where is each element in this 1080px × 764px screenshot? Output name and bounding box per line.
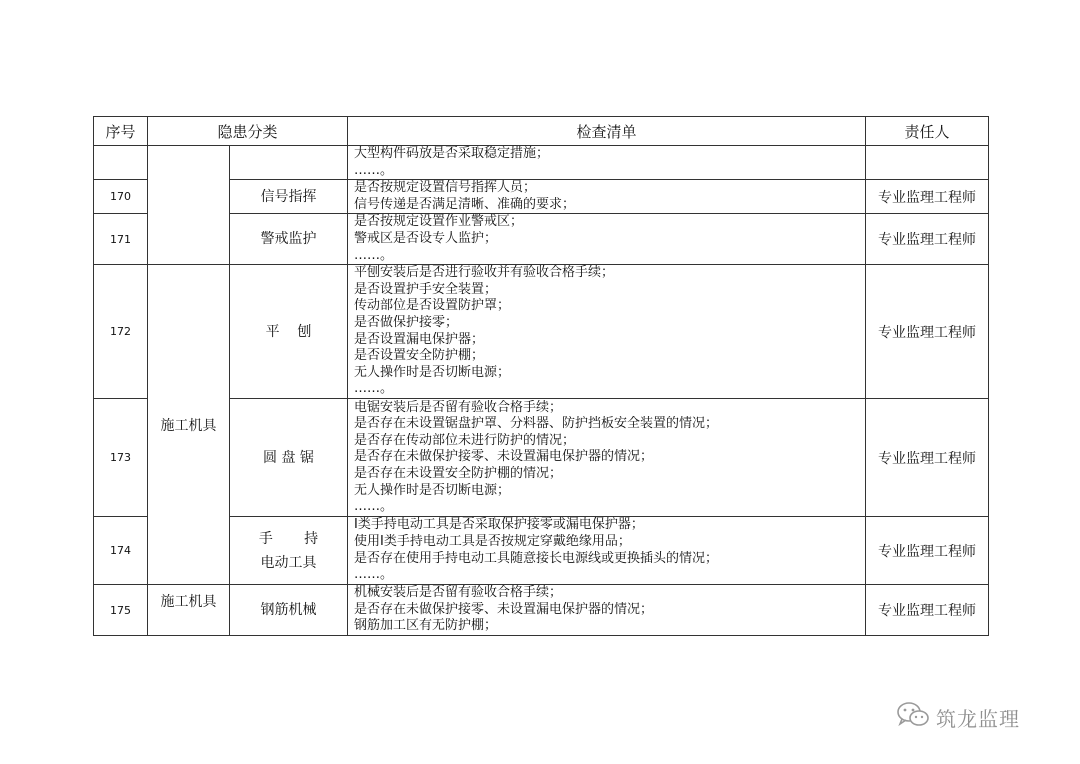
checklist-line: ……。 (354, 381, 394, 397)
watermark (896, 702, 1020, 732)
checklist-line: ……。 (354, 499, 394, 515)
checklist-sheet (93, 116, 988, 636)
header-num: 序号 (94, 117, 148, 146)
checklist-line: 是否按规定设置作业警戒区； (354, 214, 524, 230)
checklist-line: 无人操作时是否切断电源； (354, 364, 511, 380)
row-num: 175 (94, 585, 148, 636)
row-responsible: 专业监理工程师 (866, 517, 989, 585)
checklist-line: 是否设置漏电保护器； (354, 331, 485, 347)
row-subcategory (230, 399, 348, 517)
category-cell-merged: 施工机具 (148, 265, 230, 585)
row-checklist (348, 585, 866, 636)
row-checklist (348, 517, 866, 585)
header-category: 隐患分类 (148, 117, 348, 146)
table-row (94, 265, 989, 399)
subcategory-text: 圆 盘 锯 (263, 449, 314, 466)
checklist-line: 是否做保护接零； (354, 315, 459, 331)
row-responsible: 专业监理工程师 (866, 585, 989, 636)
row-subcategory (230, 265, 348, 399)
checklist-line: ……。 (354, 162, 394, 178)
table-row (94, 585, 989, 636)
header-responsible: 责任人 (866, 117, 989, 146)
checklist-line: ……。 (354, 247, 394, 263)
checklist-line: 使用Ⅰ类手持电动工具是否按规定穿戴绝缘用品； (354, 534, 631, 550)
subcategory-text: 平 刨 (265, 323, 312, 340)
table-row (94, 146, 989, 180)
checklist-line: ……。 (354, 567, 394, 583)
checklist-line: 是否存在未设置安全防护棚的情况； (354, 465, 563, 481)
row-checklist (348, 214, 866, 265)
row-checklist (348, 399, 866, 517)
header-row (94, 117, 989, 146)
checklist-line: 电锯安装后是否留有验收合格手续； (354, 399, 563, 415)
row-subcategory (230, 146, 348, 180)
checklist-line: 是否存在未做保护接零、未设置漏电保护器的情况； (354, 449, 654, 465)
checklist-line: 信号传递是否满足清晰、准确的要求； (354, 196, 576, 212)
checklist-line: 是否按规定设置信号指挥人员； (354, 180, 537, 196)
row-num (94, 146, 148, 180)
checklist-line: 钢筋加工区有无防护棚； (354, 618, 498, 634)
category-cell-empty (148, 146, 230, 265)
checklist-line: 平刨安装后是否进行验收并有验收合格手续； (354, 265, 615, 281)
checklist-line: Ⅰ类手持电动工具是否采取保护接零或漏电保护器； (354, 517, 644, 533)
row-responsible: 专业监理工程师 (866, 180, 989, 214)
row-checklist (348, 180, 866, 214)
watermark-text: 筑龙监理 (936, 706, 1020, 731)
checklist-line: 是否设置安全防护棚； (354, 348, 485, 364)
row-checklist (348, 265, 866, 399)
checklist-line: 是否存在未做保护接零、未设置漏电保护器的情况； (354, 601, 654, 617)
row-num: 174 (94, 517, 148, 585)
row-responsible: 专业监理工程师 (866, 399, 989, 517)
row-num: 173 (94, 399, 148, 517)
subcategory-line: 手 持 (258, 530, 319, 547)
row-subcategory: 钢筋机械 (230, 585, 348, 636)
row-subcategory (230, 517, 348, 585)
checklist-line: 是否设置护手安全装置； (354, 281, 498, 297)
checklist-line: 警戒区是否设专人监护； (354, 230, 498, 246)
wechat-icon (896, 701, 930, 733)
header-checklist: 检查清单 (348, 117, 866, 146)
row-subcategory: 信号指挥 (230, 180, 348, 214)
hazard-checklist-table (93, 116, 989, 636)
row-responsible: 专业监理工程师 (866, 265, 989, 399)
row-checklist (348, 146, 866, 180)
checklist-line: 是否存在传动部位未进行防护的情况； (354, 432, 576, 448)
row-subcategory: 警戒监护 (230, 214, 348, 265)
row-num: 170 (94, 180, 148, 214)
checklist-line: 是否存在使用手持电动工具随意接长电源线或更换插头的情况； (354, 550, 719, 566)
row-num: 171 (94, 214, 148, 265)
row-category: 施工机具 (148, 585, 230, 636)
subcategory-line: 电动工具 (260, 554, 317, 571)
row-responsible: 专业监理工程师 (866, 214, 989, 265)
row-num: 172 (94, 265, 148, 399)
checklist-line: 无人操作时是否切断电源； (354, 482, 511, 498)
checklist-line: 传动部位是否设置防护罩； (354, 298, 511, 314)
checklist-line: 是否存在未设置锯盘护罩、分料器、防护挡板安全装置的情况； (354, 416, 719, 432)
checklist-line: 机械安装后是否留有验收合格手续； (354, 585, 563, 601)
row-responsible (866, 146, 989, 180)
checklist-line: 大型构件码放是否采取稳定措施； (354, 146, 550, 161)
